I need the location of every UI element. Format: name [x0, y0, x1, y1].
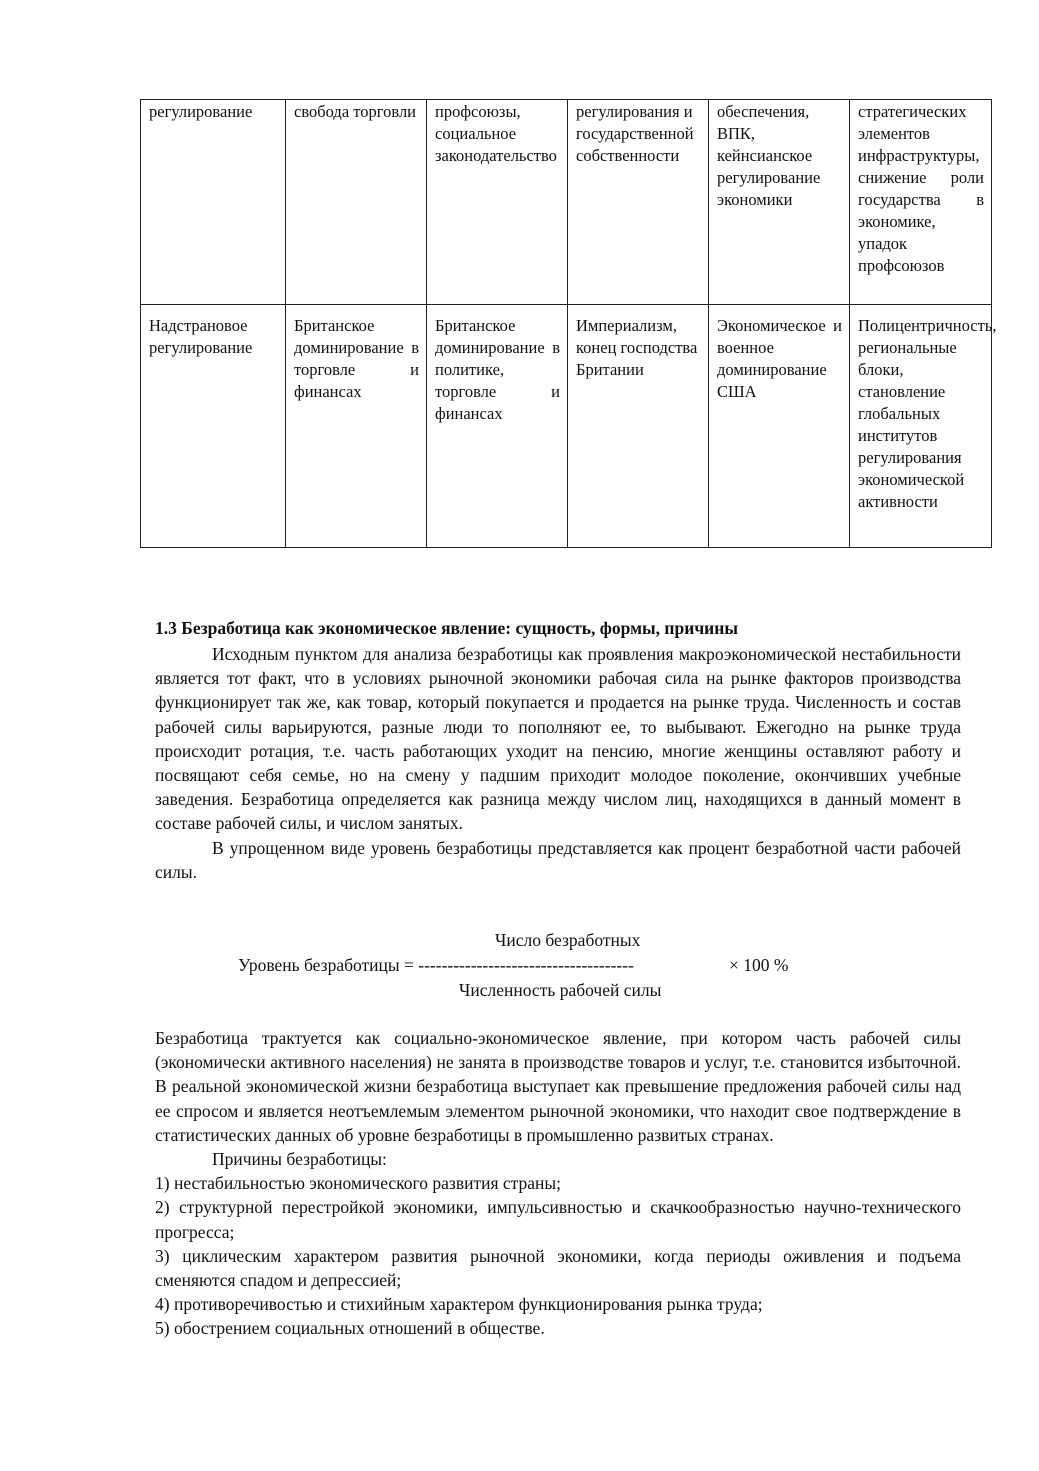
after-formula-body — [155, 1026, 961, 1341]
table-cell: свобода торговли — [286, 100, 427, 305]
causes-title: Причины безработицы: — [212, 1149, 387, 1170]
list-item: 5) обострением социальных отношений в обществе. — [155, 1318, 545, 1339]
table-cell: регулирования и государственной собственности — [568, 100, 709, 305]
paragraph: Исходным пунктом для анализа безработицы как проявления макроэкономической нестабильности является тот факт, что в условиях рыночной экономики рабочая сила на рынке факторов производства функционирует так же, как товар, который покупается и продается на рынке труда. Численность и состав рабочей силы варьируются, разные люди то пополняют ее, то выбывают. Ежегодно на рынке труда происходит ротация, т.е. часть работающих уходит на пенсию, многие женщины оставляют работу и посвящают себя семье, но на смену у падшим приходит молодое поколение, окончивших учебные заведения. Безработица определяется как разница между числом лиц, находящихся в данный момент в составе рабочей силы, и числом занятых. — [155, 644, 961, 834]
table-cell: Экономическое и военное доминирование США — [709, 305, 850, 548]
table-cell: Британское доминирование в торговле и финансах — [286, 305, 427, 548]
table-cell: обеспечения, ВПК, кейнсианское регулирование экономики — [709, 100, 850, 305]
table-cell: стратегических элементов инфраструктуры, снижение роли государства в экономике, упадок профсоюзов — [850, 100, 992, 305]
formula-fraction-bar: ------------------------------------- — [418, 955, 634, 975]
comparison-table — [140, 99, 997, 548]
list-item: 3) циклическим характером развития рыночной экономики, когда периоды оживления и подъема сменяются спадом и депрессией; — [155, 1245, 961, 1291]
list-item: 4) противоречивостью и стихийным характером функционирования рынка труда; — [155, 1294, 763, 1315]
table-cell: Полицентричность, региональные блоки, становление глобальных институтов регулирования экономической активности — [850, 305, 992, 548]
section-heading: 1.3 Безработица как экономическое явление: сущность, формы, причины — [155, 618, 739, 638]
table-row — [141, 100, 992, 305]
section-body — [155, 642, 961, 884]
table-cell: Британское доминирование в политике, торговле и финансах — [427, 305, 568, 548]
list-item: 2) структурной перестройкой экономики, импульсивностью и скачкообразностью научно-технического прогресса; — [155, 1197, 961, 1242]
formula-row — [238, 955, 634, 976]
formula-numerator: Число безработных — [495, 930, 641, 950]
paragraph: В упрощенном виде уровень безработицы представляется как процент безработной части рабочей силы. — [155, 837, 961, 882]
table-cell: профсоюзы, социальное законодательство — [427, 100, 568, 305]
formula-multiplier: × 100 % — [729, 955, 789, 975]
table-row — [141, 305, 992, 548]
table-cell: регулирование — [141, 100, 286, 305]
table-cell: Империализм, конец господства Британии — [568, 305, 709, 548]
list-item: 1) нестабильностью экономического развития страны; — [155, 1173, 562, 1194]
formula-denominator: Численность рабочей силы — [459, 980, 662, 1000]
formula-lhs: Уровень безработицы = — [238, 955, 419, 975]
paragraph: Безработица трактуется как социально-экономическое явление, при котором часть рабочей силы (экономически активного населения) не занята в производстве товаров и услуг, т.е. становится избыточной. В реальной экономической жизни безработица выступает как превышение предложения рабочей силы над ее спросом и является неотъемлемым элементом рыночной экономики, что находит свое подтверждение в статистических данных об уровне безработицы в промышленно развитых странах. — [155, 1028, 961, 1145]
table-cell: Надстрановое регулирование — [141, 305, 286, 548]
